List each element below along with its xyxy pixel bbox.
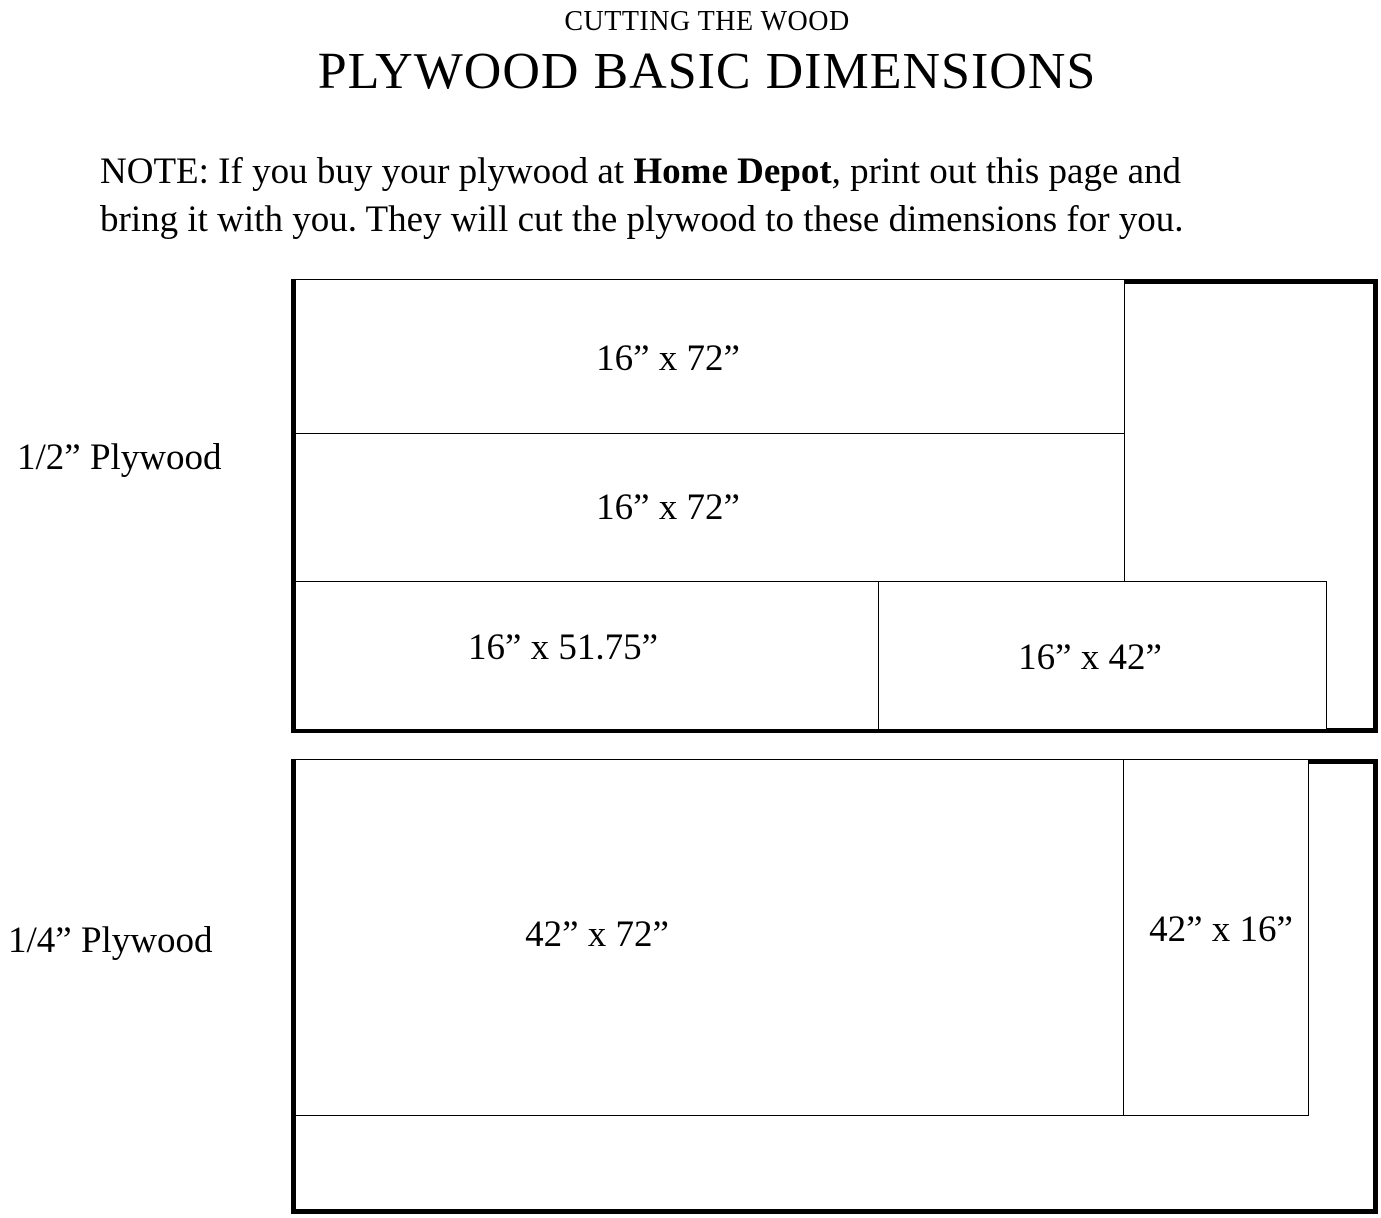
note-line2: bring it with you. They will cut the plywood to these dimensions for you. <box>100 199 1184 240</box>
page-title: PLYWOOD BASIC DIMENSIONS <box>317 43 1097 100</box>
sheet-label-quarter-inch: 1/4” Plywood <box>8 920 213 961</box>
piece-label-quarter-2: 42” x 16” <box>1149 909 1293 950</box>
page-subtitle: CUTTING THE WOOD <box>564 6 850 37</box>
note-prefix: NOTE: If you buy your plywood at <box>100 151 634 192</box>
note-paragraph <box>100 148 1370 244</box>
piece-label-half-3: 16” x 51.75” <box>467 627 659 668</box>
piece-label-half-4: 16” x 42” <box>1018 637 1162 678</box>
store-name: Home Depot <box>633 151 832 192</box>
cut-piece-quarter-1 <box>295 759 1125 1116</box>
sheet-label-half-inch: 1/2” Plywood <box>17 437 222 478</box>
piece-label-quarter-1: 42” x 72” <box>525 914 669 955</box>
piece-label-half-1: 16” x 72” <box>596 338 740 379</box>
note-line1-suffix: , print out this page and <box>831 151 1182 192</box>
piece-label-half-2: 16” x 72” <box>596 487 740 528</box>
